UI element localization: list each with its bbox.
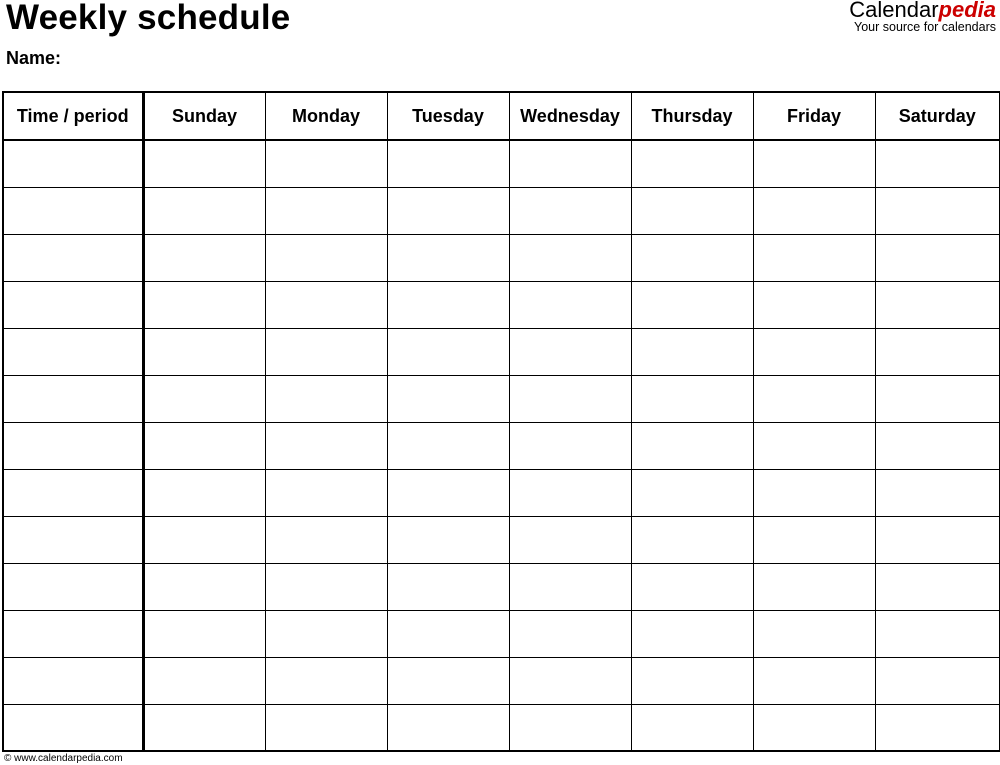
schedule-cell bbox=[509, 516, 631, 563]
schedule-cell bbox=[387, 704, 509, 751]
schedule-cell bbox=[143, 563, 265, 610]
schedule-cell bbox=[875, 375, 1000, 422]
schedule-cell bbox=[875, 140, 1000, 187]
schedule-cell bbox=[387, 469, 509, 516]
schedule-cell bbox=[265, 281, 387, 328]
schedule-cell bbox=[265, 657, 387, 704]
column-header-saturday: Saturday bbox=[875, 92, 1000, 140]
schedule-cell bbox=[387, 234, 509, 281]
schedule-cell bbox=[753, 610, 875, 657]
time-period-cell bbox=[3, 516, 143, 563]
schedule-cell bbox=[753, 234, 875, 281]
schedule-cell bbox=[387, 610, 509, 657]
schedule-cell bbox=[509, 422, 631, 469]
schedule-cell bbox=[143, 657, 265, 704]
schedule-cell bbox=[631, 422, 753, 469]
time-period-cell bbox=[3, 563, 143, 610]
schedule-cell bbox=[631, 187, 753, 234]
schedule-cell bbox=[387, 657, 509, 704]
schedule-cell bbox=[753, 140, 875, 187]
schedule-cell bbox=[265, 328, 387, 375]
schedule-cell bbox=[631, 281, 753, 328]
schedule-cell bbox=[265, 140, 387, 187]
schedule-cell bbox=[509, 563, 631, 610]
schedule-cell bbox=[875, 281, 1000, 328]
schedule-cell bbox=[509, 610, 631, 657]
logo-tagline: Your source for calendars bbox=[854, 20, 996, 34]
schedule-cell bbox=[143, 328, 265, 375]
column-header-friday: Friday bbox=[753, 92, 875, 140]
schedule-cell bbox=[753, 187, 875, 234]
schedule-cell bbox=[265, 563, 387, 610]
column-header-sunday: Sunday bbox=[143, 92, 265, 140]
table-row bbox=[3, 328, 1000, 375]
schedule-cell bbox=[753, 328, 875, 375]
schedule-cell bbox=[875, 516, 1000, 563]
schedule-cell bbox=[387, 140, 509, 187]
schedule-cell bbox=[387, 422, 509, 469]
table-row bbox=[3, 657, 1000, 704]
time-period-cell bbox=[3, 704, 143, 751]
schedule-cell bbox=[875, 469, 1000, 516]
column-header-tuesday: Tuesday bbox=[387, 92, 509, 140]
schedule-cell bbox=[631, 469, 753, 516]
schedule-cell bbox=[631, 234, 753, 281]
column-header-thursday: Thursday bbox=[631, 92, 753, 140]
schedule-cell bbox=[509, 281, 631, 328]
time-period-cell bbox=[3, 469, 143, 516]
schedule-cell bbox=[143, 140, 265, 187]
schedule-cell bbox=[265, 187, 387, 234]
schedule-cell bbox=[509, 704, 631, 751]
schedule-cell bbox=[265, 375, 387, 422]
schedule-cell bbox=[387, 328, 509, 375]
schedule-body bbox=[3, 140, 1000, 751]
time-period-cell bbox=[3, 234, 143, 281]
schedule-cell bbox=[387, 375, 509, 422]
column-header-wednesday: Wednesday bbox=[509, 92, 631, 140]
schedule-cell bbox=[143, 422, 265, 469]
table-row bbox=[3, 422, 1000, 469]
schedule-cell bbox=[753, 422, 875, 469]
schedule-cell bbox=[509, 657, 631, 704]
table-row bbox=[3, 234, 1000, 281]
calendarpedia-logo bbox=[849, 0, 996, 34]
header-row bbox=[3, 92, 1000, 140]
schedule-cell bbox=[143, 704, 265, 751]
schedule-cell bbox=[631, 657, 753, 704]
schedule-cell bbox=[875, 234, 1000, 281]
time-period-cell bbox=[3, 328, 143, 375]
copyright-notice: © www.calendarpedia.com bbox=[4, 753, 123, 764]
schedule-cell bbox=[753, 469, 875, 516]
schedule-cell bbox=[143, 610, 265, 657]
schedule-cell bbox=[265, 422, 387, 469]
table-row bbox=[3, 610, 1000, 657]
schedule-cell bbox=[753, 563, 875, 610]
schedule-cell bbox=[753, 375, 875, 422]
schedule-cell bbox=[753, 657, 875, 704]
schedule-cell bbox=[265, 610, 387, 657]
schedule-cell bbox=[265, 469, 387, 516]
time-period-cell bbox=[3, 187, 143, 234]
table-row bbox=[3, 704, 1000, 751]
schedule-cell bbox=[875, 704, 1000, 751]
schedule-cell bbox=[631, 610, 753, 657]
schedule-cell bbox=[509, 234, 631, 281]
schedule-cell bbox=[143, 375, 265, 422]
table-row bbox=[3, 469, 1000, 516]
page-title: Weekly schedule bbox=[6, 0, 291, 37]
time-period-cell bbox=[3, 281, 143, 328]
schedule-cell bbox=[875, 422, 1000, 469]
schedule-cell bbox=[631, 140, 753, 187]
table-row bbox=[3, 516, 1000, 563]
schedule-cell bbox=[875, 610, 1000, 657]
schedule-cell bbox=[509, 187, 631, 234]
time-period-cell bbox=[3, 375, 143, 422]
schedule-cell bbox=[631, 375, 753, 422]
table-row bbox=[3, 187, 1000, 234]
time-period-cell bbox=[3, 657, 143, 704]
schedule-cell bbox=[387, 281, 509, 328]
schedule-cell bbox=[509, 469, 631, 516]
schedule-cell bbox=[753, 281, 875, 328]
schedule-cell bbox=[509, 140, 631, 187]
schedule-cell bbox=[509, 375, 631, 422]
logo-brand-accent: pedia bbox=[938, 0, 996, 22]
table-row bbox=[3, 563, 1000, 610]
schedule-cell bbox=[875, 187, 1000, 234]
time-period-cell bbox=[3, 140, 143, 187]
schedule-cell bbox=[753, 516, 875, 563]
schedule-cell bbox=[143, 516, 265, 563]
schedule-cell bbox=[387, 187, 509, 234]
schedule-cell bbox=[265, 234, 387, 281]
schedule-cell bbox=[753, 704, 875, 751]
column-header-monday: Monday bbox=[265, 92, 387, 140]
schedule-cell bbox=[875, 657, 1000, 704]
weekly-schedule-table bbox=[2, 91, 1000, 752]
schedule-cell bbox=[143, 187, 265, 234]
schedule-cell bbox=[143, 234, 265, 281]
schedule-cell bbox=[631, 563, 753, 610]
schedule-cell bbox=[631, 704, 753, 751]
schedule-cell bbox=[143, 281, 265, 328]
schedule-cell bbox=[387, 563, 509, 610]
schedule-cell bbox=[509, 328, 631, 375]
schedule-cell bbox=[143, 469, 265, 516]
logo-brand bbox=[849, 0, 996, 22]
schedule-cell bbox=[631, 516, 753, 563]
schedule-cell bbox=[875, 328, 1000, 375]
table-row bbox=[3, 281, 1000, 328]
name-label: Name: bbox=[6, 48, 62, 68]
schedule-cell bbox=[265, 704, 387, 751]
table-row bbox=[3, 375, 1000, 422]
logo-brand-plain: Calendar bbox=[849, 0, 939, 22]
schedule-cell bbox=[631, 328, 753, 375]
schedule-cell bbox=[265, 516, 387, 563]
time-period-cell bbox=[3, 610, 143, 657]
time-period-cell bbox=[3, 422, 143, 469]
schedule-cell bbox=[387, 516, 509, 563]
table-row bbox=[3, 140, 1000, 187]
column-header-time-period: Time / period bbox=[3, 92, 143, 140]
schedule-cell bbox=[875, 563, 1000, 610]
